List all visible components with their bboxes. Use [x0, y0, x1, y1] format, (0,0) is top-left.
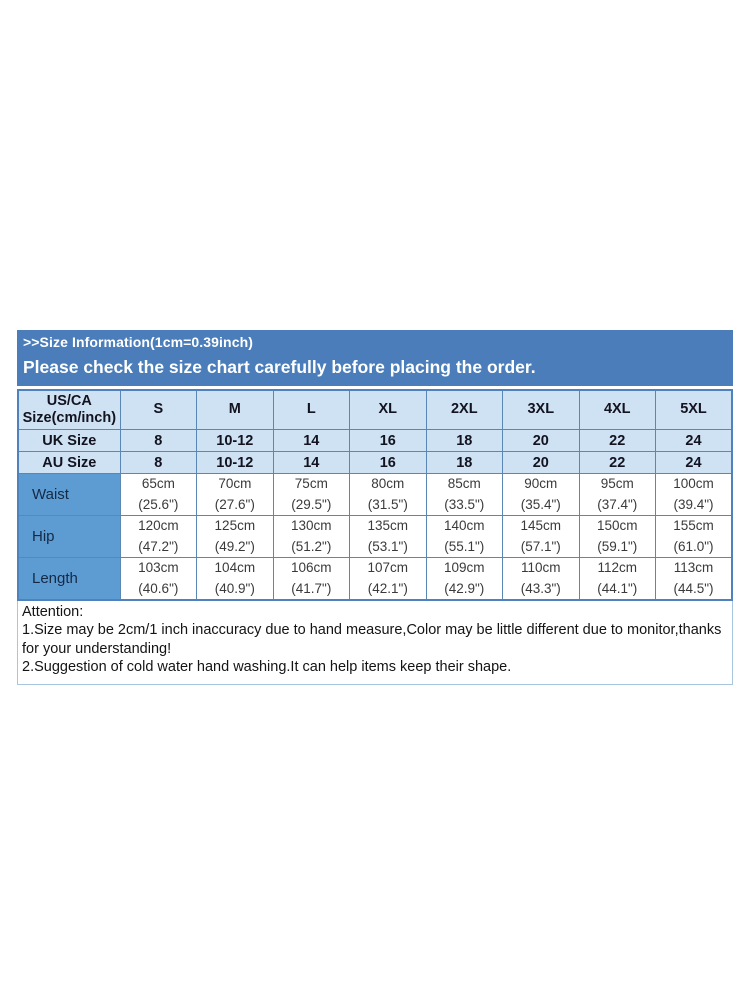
waist-inch: (27.6") [214, 496, 255, 512]
attention-title: Attention: [22, 604, 84, 620]
waist-inch: (33.5") [444, 496, 485, 512]
waist-cm: 85cm [447, 476, 481, 492]
au-size-value: 20 [503, 452, 579, 474]
hip-cell [120, 516, 196, 558]
length-cell [273, 558, 349, 601]
length-inch: (42.1") [367, 580, 408, 596]
hip-cm: 155cm [673, 518, 714, 534]
hip-cm: 150cm [596, 518, 638, 534]
hip-cm: 125cm [214, 518, 256, 534]
waist-inch: (31.5") [367, 496, 408, 512]
uk-size-value: 8 [120, 430, 196, 452]
hip-cell [503, 516, 579, 558]
header-cell-size-system: US/CA Size(cm/inch) [18, 390, 120, 430]
waist-cell [655, 474, 732, 516]
hip-cell [273, 516, 349, 558]
length-cm: 103cm [138, 560, 179, 576]
waist-cell [426, 474, 502, 516]
header-cell-size-s: S [120, 390, 196, 430]
length-inch: (40.6") [138, 580, 179, 596]
uk-size-value: 18 [426, 430, 502, 452]
hip-cell [350, 516, 426, 558]
waist-inch: (29.5") [291, 496, 332, 512]
waist-cm: 100cm [673, 476, 714, 492]
length-inch: (42.9") [444, 580, 485, 596]
au-size-value: 18 [426, 452, 502, 474]
au-size-value: 8 [120, 452, 196, 474]
length-cell [426, 558, 502, 601]
length-inch: (44.1") [597, 580, 638, 596]
hip-cm: 140cm [444, 518, 485, 534]
header-cell-size-xl: XL [350, 390, 426, 430]
hip-inch: (47.2") [138, 538, 179, 554]
hip-label: Hip [18, 516, 120, 558]
waist-cm: 95cm [600, 476, 634, 492]
hip-cm: 145cm [520, 518, 562, 534]
length-cm: 107cm [367, 560, 409, 576]
length-cell [655, 558, 732, 601]
length-cm: 109cm [444, 560, 485, 576]
length-cell [350, 558, 426, 601]
uk-size-value: 22 [579, 430, 655, 452]
hip-cell [197, 516, 273, 558]
hip-inch: (59.1") [597, 538, 638, 554]
length-cm: 110cm [520, 560, 561, 576]
length-cell [579, 558, 655, 601]
waist-cm: 70cm [218, 476, 252, 492]
length-cm: 112cm [597, 560, 637, 576]
waist-label: Waist [18, 474, 120, 516]
au-size-value: 16 [350, 452, 426, 474]
hip-cell [579, 516, 655, 558]
header-cell-size-2xl: 2XL [426, 390, 502, 430]
au-size-value: 10-12 [197, 452, 273, 474]
header-cell-size-m: M [197, 390, 273, 430]
au-size-label: AU Size [18, 452, 120, 474]
waist-cell [503, 474, 579, 516]
header-cell-size-4xl: 4XL [579, 390, 655, 430]
waist-inch: (39.4") [673, 496, 714, 512]
length-inch: (43.3") [520, 580, 561, 596]
waist-cm: 75cm [294, 476, 328, 492]
size-chart-page [17, 330, 733, 685]
length-cm: 104cm [214, 560, 256, 576]
length-cm: 106cm [291, 560, 332, 576]
length-row [18, 558, 732, 601]
hip-inch: (51.2") [291, 538, 332, 554]
attention-note-2: 2.Suggestion of cold water hand washing.It can help items keep their shape. [22, 659, 512, 676]
length-inch: (44.5") [673, 580, 714, 596]
waist-inch: (35.4") [520, 496, 561, 512]
length-inch: (40.9") [214, 580, 255, 596]
length-cm: 113cm [673, 560, 714, 576]
hip-cell [426, 516, 502, 558]
header-cell-size-l: L [273, 390, 349, 430]
size-check-notice: Please check the size chart carefully before placing the order. [23, 357, 536, 377]
attention-note-1: 1.Size may be 2cm/1 inch inaccuracy due to hand measure,Color may be little different due to monitor,thanks for your understanding! [22, 622, 722, 657]
hip-row [18, 516, 732, 558]
au-size-value: 24 [655, 452, 732, 474]
header-cell-size-5xl: 5XL [655, 390, 732, 430]
size-chart-table [17, 389, 733, 601]
uk-size-value: 10-12 [197, 430, 273, 452]
hip-inch: (61.0") [673, 538, 714, 554]
waist-row [18, 474, 732, 516]
waist-cell [579, 474, 655, 516]
uk-size-value: 16 [350, 430, 426, 452]
size-info-title: >>Size Information(1cm=0.39inch) [23, 334, 253, 350]
waist-cell [273, 474, 349, 516]
length-cell [120, 558, 196, 601]
hip-cm: 120cm [138, 518, 179, 534]
waist-cm: 65cm [141, 476, 175, 492]
uk-size-row [18, 430, 732, 452]
length-label: Length [18, 558, 120, 601]
attention-box [17, 601, 733, 685]
waist-cell [350, 474, 426, 516]
hip-inch: (53.1") [367, 538, 408, 554]
size-header-row [18, 390, 732, 430]
hip-inch: (49.2") [214, 538, 255, 554]
uk-size-label: UK Size [18, 430, 120, 452]
waist-cm: 80cm [371, 476, 405, 492]
hip-inch: (57.1") [520, 538, 561, 554]
length-cell [503, 558, 579, 601]
length-cell [197, 558, 273, 601]
uk-size-value: 14 [273, 430, 349, 452]
waist-inch: (37.4") [597, 496, 638, 512]
hip-cell [655, 516, 732, 558]
hip-inch: (55.1") [444, 538, 485, 554]
au-size-value: 14 [273, 452, 349, 474]
length-inch: (41.7") [291, 580, 332, 596]
waist-cell [197, 474, 273, 516]
hip-cm: 130cm [291, 518, 332, 534]
waist-inch: (25.6") [138, 496, 179, 512]
au-size-value: 22 [579, 452, 655, 474]
waist-cm: 90cm [524, 476, 558, 492]
uk-size-value: 24 [655, 430, 732, 452]
au-size-row [18, 452, 732, 474]
size-info-banner [17, 330, 733, 386]
uk-size-value: 20 [503, 430, 579, 452]
waist-cell [120, 474, 196, 516]
hip-cm: 135cm [367, 518, 409, 534]
header-cell-size-3xl: 3XL [503, 390, 579, 430]
